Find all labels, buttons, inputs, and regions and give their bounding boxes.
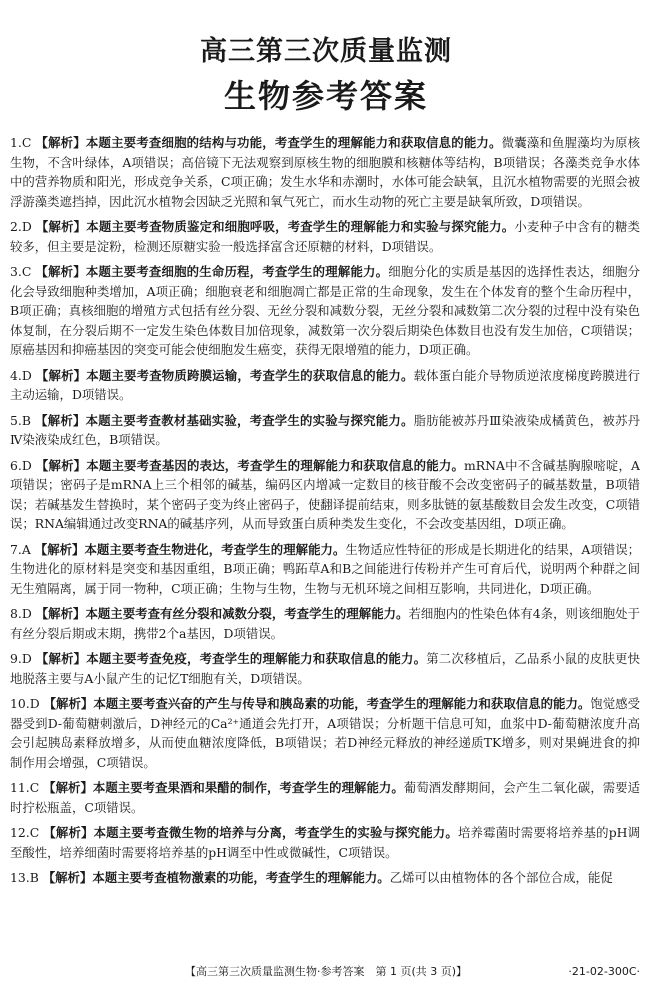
analysis-tag: 【解析】 bbox=[42, 870, 93, 885]
answer-heading: 本题主要考查基因的表达，考查学生的理解能力和获取信息的能力。 bbox=[86, 457, 465, 473]
answer-item-10 bbox=[10, 694, 640, 772]
answer-heading: 本题主要考查生物进化，考查学生的理解能力。 bbox=[84, 541, 346, 557]
answer-item-11 bbox=[10, 778, 640, 817]
answer-item-2 bbox=[10, 217, 640, 256]
answer-number: 9.D bbox=[10, 651, 32, 666]
answer-number: 6.D bbox=[10, 457, 32, 473]
answer-number: 5.B bbox=[10, 412, 31, 428]
answer-number: 12.C bbox=[10, 825, 40, 840]
analysis-tag: 【解析】 bbox=[35, 412, 86, 428]
answer-body: 第二次移植后，乙品系小鼠的皮肤更快地脱落主要与A小鼠产生的记忆T细胞有关，D项错误。 bbox=[10, 651, 641, 686]
analysis-tag: 【解析】 bbox=[34, 541, 85, 557]
analysis-tag: 【解析】 bbox=[35, 264, 86, 279]
answer-number: 8.D bbox=[10, 606, 32, 621]
answer-body: 微囊藻和鱼腥藻均为原核生物，不含叶绿体，A项错误；高倍镜下无法观察到原核生物的细胞膜和核糖体等结构，B项错误；各藻类竞争水体中的营养物质和阳光，形成竞争关系，C项正确；发生水华和赤潮时，水体可能会缺氧，且沉水植物需要的光照会被浮游藻类遮挡掉，因此沉水植物会因缺乏光照和氧气死亡，而水生动物的死亡主要是缺氧所致，D项错误。 bbox=[10, 135, 641, 209]
answer-number: 3.C bbox=[10, 264, 32, 279]
answer-heading: 本题主要考查有丝分裂和减数分裂，考查学生的理解能力。 bbox=[85, 606, 409, 621]
answer-heading: 本题主要考查兴奋的产生与传导和胰岛素的功能，考查学生的理解能力和获取信息的能力。 bbox=[93, 696, 591, 711]
answer-number: 10.D bbox=[10, 696, 40, 711]
answer-heading: 本题主要考查免疫，考查学生的理解能力和获取信息的能力。 bbox=[86, 651, 427, 666]
answer-item-9 bbox=[10, 649, 640, 688]
analysis-tag: 【解析】 bbox=[43, 780, 93, 795]
analysis-tag: 【解析】 bbox=[35, 606, 86, 621]
answer-body: 培养霉菌时需要将培养基的pH调至酸性，培养细菌时需要将培养基的pH调至中性或微碱性，C项错误。 bbox=[10, 825, 641, 860]
analysis-tag: 【解析】 bbox=[35, 651, 87, 666]
answer-item-13 bbox=[10, 868, 640, 888]
document-title: 高三第三次质量监测 bbox=[200, 36, 452, 67]
answer-item-6 bbox=[10, 456, 640, 534]
answer-number: 2.D bbox=[10, 219, 32, 234]
answer-heading: 本题主要考查教材基础实验，考查学生的实验与探究能力。 bbox=[85, 412, 414, 428]
footer-code: ·21-02-300C· bbox=[568, 965, 640, 978]
analysis-tag: 【解析】 bbox=[43, 696, 94, 711]
answer-item-1 bbox=[10, 133, 640, 211]
answer-body: 饱觉感受器受到D-葡萄糖刺激后，D神经元的Ca²⁺通道会先打开，A项错误；分析题干信息可知，血浆中D-葡萄糖浓度升高会引起胰岛素释放增多，从而使血糖浓度降低，B项错误；若D神经元释放的神经递质TK增多，则对果蝇进食的抑制作用会增强，C项错误。 bbox=[10, 696, 641, 770]
answer-number: 4.D bbox=[10, 367, 32, 383]
answer-heading: 本题主要考查物质鉴定和细胞呼吸，考查学生的理解能力和实验与探究能力。 bbox=[86, 219, 515, 234]
page-footer bbox=[0, 962, 652, 982]
answer-heading: 本题主要考查物质跨膜运输，考查学生的获取信息的能力。 bbox=[86, 367, 414, 383]
answer-body: mRNA中不含碱基胸腺嘧啶，A项错误；密码子是mRNA上三个相邻的碱基，编码区内增减一定数目的核苷酸不会改变密码子的碱基数量，B项错误；若碱基发生替换时，某个密码子变为终止密码子，使翻译提前结束，则多肽链的氨基酸数目会发生改变，C项错误；RNA编辑通过改变RNA的碱基序列，从而导致蛋白质种类发生变化，不会改变基因组，D项正确。 bbox=[10, 457, 640, 531]
analysis-tag: 【解析】 bbox=[35, 219, 87, 234]
answer-body: 乙烯可以由植物体的各个部位合成，能促 bbox=[389, 870, 613, 885]
answer-item-8 bbox=[10, 604, 640, 643]
answer-body: 小麦种子中含有的糖类较多，但主要是淀粉，检测还原糖实验一般选择富含还原糖的材料，D项错误。 bbox=[10, 219, 641, 254]
answer-body: 葡萄酒发酵期间，会产生二氧化碳，需要适时拧松瓶盖，C项错误。 bbox=[10, 780, 641, 815]
answer-body: 细胞分化的实质是基因的选择性表达，细胞分化会导致细胞种类增加，A项正确；细胞衰老和细胞凋亡都是正常的生命现象，发生在个体发育的整个生命历程中，B项正确；真核细胞的增殖方式包括有丝分裂、无丝分裂和减数分裂，无丝分裂和减数第二次分裂的过程中没有染色体复制，在分裂后期不一定发生染色体数目加倍现象，减数第一次分裂后期染色体数目也没有发生加倍，C项错误；原癌基因和抑癌基因的突变可能会使细胞发生癌变，获得无限增殖的能力，D项正确。 bbox=[10, 264, 641, 357]
answer-body: 脂肪能被苏丹Ⅲ染液染成橘黄色，被苏丹Ⅳ染液染成红色，B项错误。 bbox=[10, 412, 641, 447]
analysis-tag: 【解析】 bbox=[35, 457, 87, 473]
answer-body: 载体蛋白能介导物质逆浓度梯度跨膜进行主动运输，D项错误。 bbox=[10, 367, 641, 402]
answer-body: 若细胞内的性染色体有4条，则该细胞处于有丝分裂后期或末期，携带2个a基因，D项错误。 bbox=[10, 606, 641, 641]
answer-heading: 本题主要考查植物激素的功能，考查学生的理解能力。 bbox=[92, 870, 390, 885]
answer-number: 7.A bbox=[10, 541, 31, 557]
answer-body: 生物适应性特征的形成是长期进化的结果，A项错误；生物进化的原材料是突变和基因重组，B项正确；鸭跖草A和B之间能进行传粉并产生可育后代，说明两个种群之间无生殖隔离，属于同一物种，C项正确；生物与生物，生物与无机环境之间相互影响，共同进化，D项正确。 bbox=[10, 541, 641, 596]
answer-item-3 bbox=[10, 262, 640, 360]
answer-number: 1.C bbox=[10, 135, 32, 150]
analysis-tag: 【解析】 bbox=[35, 367, 87, 383]
answer-number: 11.C bbox=[10, 780, 40, 795]
answer-item-12 bbox=[10, 823, 640, 862]
analysis-tag: 【解析】 bbox=[43, 825, 94, 840]
document-subtitle: 生物参考答案 bbox=[223, 77, 428, 115]
answer-list bbox=[10, 133, 640, 894]
analysis-tag: 【解析】 bbox=[35, 135, 86, 150]
answer-heading: 本题主要考查细胞的生命历程，考查学生的理解能力。 bbox=[85, 264, 389, 279]
answer-item-5 bbox=[10, 411, 640, 450]
answer-heading: 本题主要考查果酒和果醋的制作，考查学生的理解能力。 bbox=[92, 780, 404, 795]
answer-heading: 本题主要考查细胞的结构与功能，考查学生的理解能力和获取信息的能力。 bbox=[85, 135, 502, 150]
answer-item-4 bbox=[10, 366, 640, 405]
answer-number: 13.B bbox=[10, 870, 39, 885]
answer-heading: 本题主要考查微生物的培养与分离，考查学生的实验与探究能力。 bbox=[93, 825, 458, 840]
answer-item-7 bbox=[10, 540, 640, 599]
footer-page-info: 【高三第三次质量监测生物·参考答案 第 1 页(共 3 页)】 bbox=[184, 965, 468, 978]
